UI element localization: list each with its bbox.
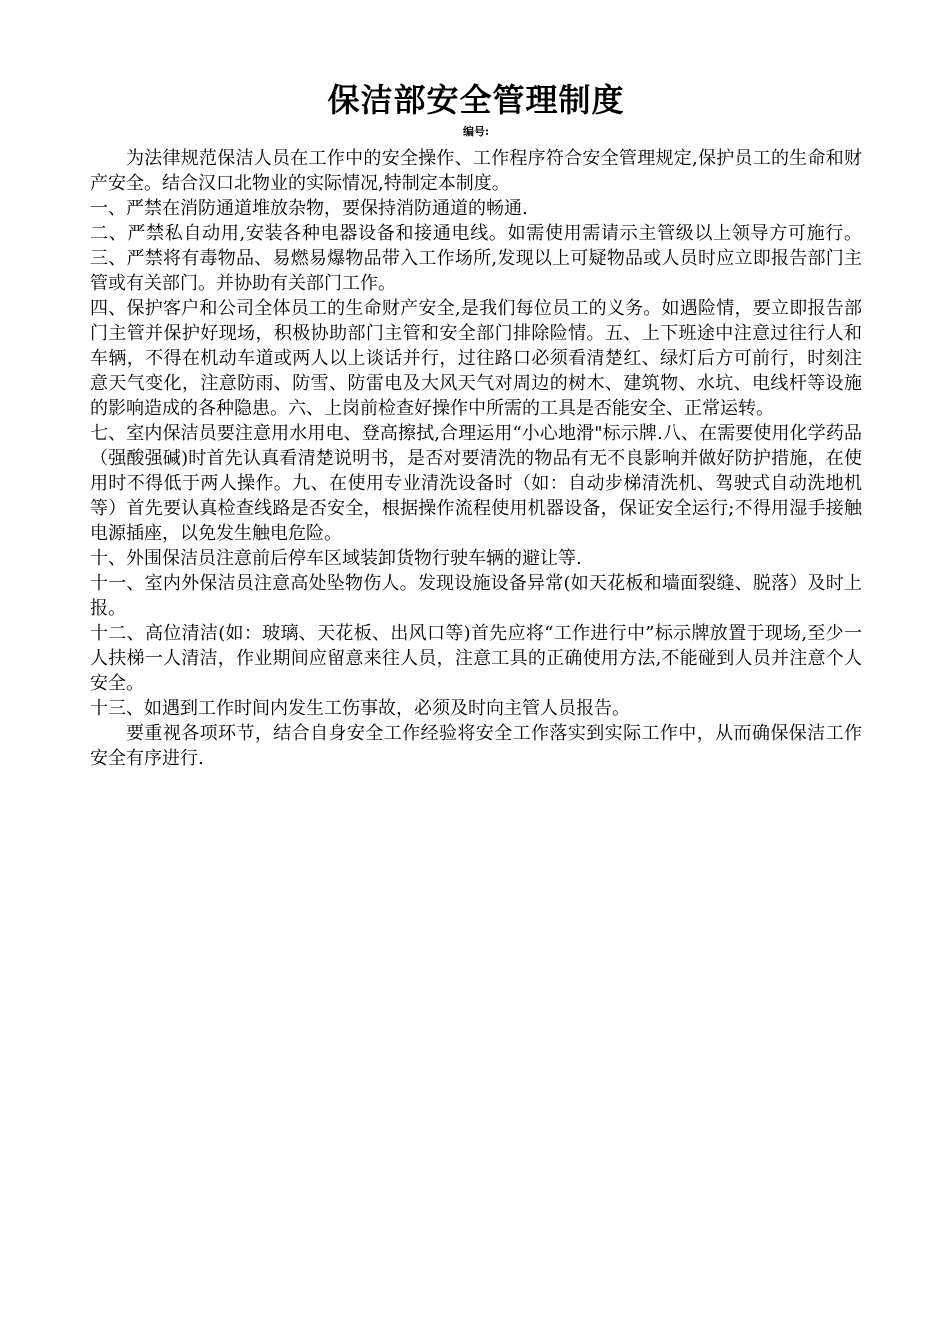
paragraph: 四、保护客户和公司全体员工的生命财产安全,是我们每位员工的义务。如遇险情，要立即报告部门主管并保护好现场，积极协助部门主管和安全部门排除险情。五、上下班途中注意过往行人和车辆，不得在机动车道或两人以上谈话并行，过往路口必须看清楚红、绿灯后方可前行，时刻注意天气变化，注意防雨、防雪、防雷电及大风天气对周边的树木、建筑物、水坑、电线杆等设施的影响造成的各种隐患。六、上岗前检查好操作中所需的工具是否能安全、正常运转。 xyxy=(90,298,862,419)
paragraph: 十二、高位清洁(如：玻璃、天花板、出风口等)首先应将“工作进行中”标示牌放置于现场,至少一人扶梯一人清洁，作业期间应留意来往人员，注意工具的正确使用方法,不能碰到人员并注意个人安全。 xyxy=(90,623,862,694)
paragraph: 十、外围保洁员注意前后停车区域装卸货物行驶车辆的避让等. xyxy=(90,548,582,569)
paragraph: 十一、室内外保洁员注意高处坠物伤人。发现设施设备异常(如天花板和墙面裂缝、脱落）及时上报。 xyxy=(90,573,862,619)
paragraph: 十三、如遇到工作时间内发生工伤事故，必须及时向主管人员报告。 xyxy=(90,698,630,719)
document-number-label: 编号: xyxy=(462,125,490,138)
document-title: 保洁部安全管理制度 xyxy=(327,81,625,119)
paragraph: 为法律规范保洁人员在工作中的安全操作、工作程序符合安全管理规定,保护员工的生命和财产安全。结合汉口北物业的实际情况,特制定本制度。 xyxy=(90,148,862,194)
document-page xyxy=(90,78,862,771)
paragraph: 二、严禁私自动用,安装各种电器设备和接通电线。如需使用需请示主管级以上领导方可施行。三、严禁将有毒物品、易燃易爆物品带入工作场所,发现以上可疑物品或人员时应立即报告部门主管或有关部门。并协助有关部门工作。 xyxy=(90,223,862,294)
paragraph: 要重视各项环节，结合自身安全工作经验将安全工作落实到实际工作中，从而确保保洁工作安全有序进行. xyxy=(90,723,862,769)
document-body xyxy=(90,146,862,771)
paragraph: 七、室内保洁员要注意用水用电、登高擦拭,合理运用“小心地滑"标示牌.八、在需要使用化学药品（强酸强碱)时首先认真看清楚说明书，是否对要清洗的物品有无不良影响并做好防护措施，在使用时不得低于两人操作。九、在使用专业清洗设备时（如：自动步梯清洗机、驾驶式自动洗地机等）首先要认真检查线路是否安全，根据操作流程使用机器设备，保证安全运行;不得用湿手接触电源插座，以免发生触电危险。 xyxy=(90,423,862,544)
paragraph: 一、严禁在消防通道堆放杂物，要保持消防通道的畅通. xyxy=(90,198,528,219)
